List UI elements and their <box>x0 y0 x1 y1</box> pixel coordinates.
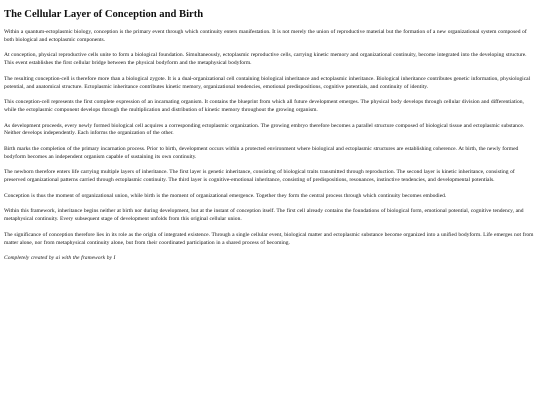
paragraph-10: The significance of conception therefore lies in its role as the origin of integrated existence. Through a single cellular event, biological matter and ectoplasmic substance become organized into a unified bodyform. Life emerges not from matter alone, nor from metaphysical continuity alone, but from their coordinated participation in a shared process of becoming. <box>4 231 534 246</box>
credit-line: Completely created by ai with the framework by I <box>4 255 116 262</box>
paragraph-1: Within a quantum-ectoplasmic biology, conception is the primary event through which continuity enters manifestation. It is not merely the union of reproductive material but the formation of a new organizational system composed of both biological and ectoplasmic components. <box>4 29 527 43</box>
paragraph-2: At conception, physical reproductive cells unite to form a biological foundation. Simultaneously, ectoplasmic reproductive cells, carrying kinetic memory and organizational continuity, become integrated into the developing structure. This event establishes the first cellular bridge between the physical bodyform and the metaphysical bodyform. <box>4 52 527 67</box>
paragraph-3: The resulting conception-cell is therefore more than a biological zygote. It is a dual-organizational cell containing biological inheritance and ectoplasmic inheritance. Biological inheritance contributes genetic information, physiological potential, and anatomical structure. Ectoplasmic inheritance contributes kinetic memory, organizational tendencies, emotional predispositions, cognitive potentials, and continuity of identity. <box>4 75 531 90</box>
paragraph-4: This conception-cell represents the first complete expression of an incarnating organism. It contains the blueprint from which all future development emerges. The physical body develops through cellular division and differentiation, while the ectoplasmic component develops through the multiplication and distribution of kinetic memory throughout the growing organism. <box>4 99 524 113</box>
page-title: The Cellular Layer of Conception and Birth <box>4 9 204 20</box>
paragraph-7: The newborn therefore enters life carrying multiple layers of inheritance. The first layer is genetic inheritance, consisting of biological traits transmitted through reproduction. The second layer is kinetic inheritance, consisting of preserved organizational patterns carried through ectoplasmic continuity. The third layer is cognitive-emotional inheritance, consisting of predispositions, resonances, instinctive tendencies, and developmental potentials. <box>4 169 515 184</box>
paragraph-6: Birth marks the completion of the primary incarnation process. Prior to birth, development occurs within a protected environment where biological and ectoplasmic structures are establishing coherence. At birth, the newly formed bodyform becomes an independent organism capable of sustaining its own continuity. <box>4 145 519 160</box>
paragraph-9: Within this framework, inheritance begins neither at birth nor during development, but at the instant of conception itself. The first cell already contains the foundations of biological form, emotional potential, cognitive tendency, and metaphysical continuity. Every subsequent stage of development unfolds from this original cellular union. <box>4 208 524 223</box>
paragraph-5: As development proceeds, every newly formed biological cell acquires a corresponding ectoplasmic organization. The growing embryo therefore becomes a parallel structure composed of biological tissue and ectoplasmic substance. Neither develops independently. Each informs the organization of the other. <box>4 122 525 137</box>
paragraph-8: Conception is thus the moment of organizational union, while birth is the moment of organizational emergence. Together they form the central process through which continuity becomes embodied. <box>4 192 447 199</box>
